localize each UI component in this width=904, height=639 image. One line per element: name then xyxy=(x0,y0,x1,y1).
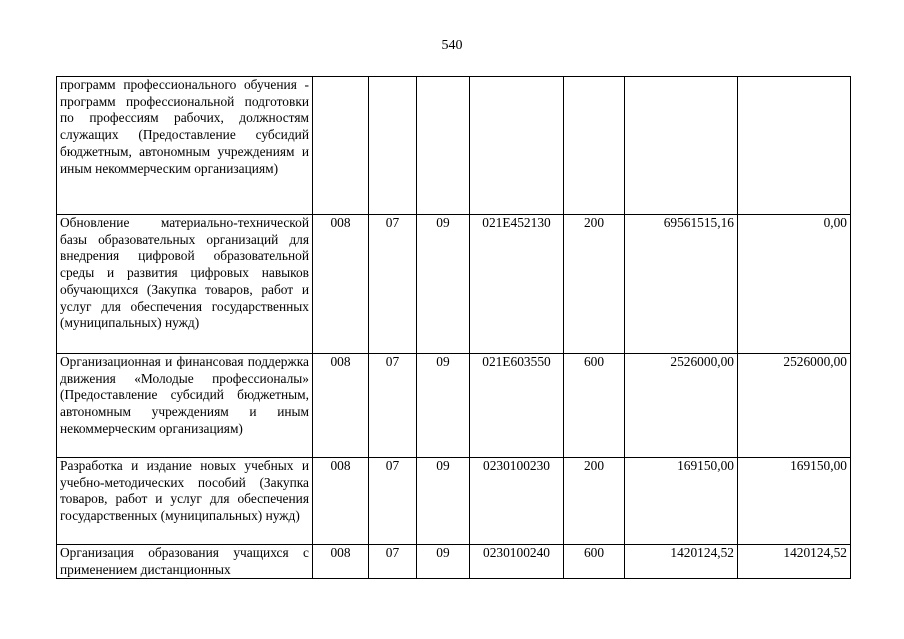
row-expense-type: 600 xyxy=(564,545,625,579)
row-amount-2: 2526000,00 xyxy=(738,354,851,458)
row-description: программ профессионального обучения - программ профессиональной подготовки по профессиям рабочих, должностям служащих (Предоставление субсидий бюджетным, автономным учреждениям и иным некоммерческим организациям) xyxy=(57,77,313,215)
row-description: Обновление материально-технической базы образовательных организаций для внедрения цифровой образовательной среды и развития цифровых навыков обучающихся (Закупка товаров, работ и услуг для обеспечения государственных (муниципальных) нужд) xyxy=(57,215,313,354)
row-subsection-code xyxy=(417,77,470,215)
row-amount-1: 69561515,16 xyxy=(625,215,738,354)
row-section-code xyxy=(369,77,417,215)
page-number: 540 xyxy=(441,38,463,53)
row-amount-1: 2526000,00 xyxy=(625,354,738,458)
row-ministry-code: 008 xyxy=(313,545,369,579)
row-expense-type xyxy=(564,77,625,215)
row-ministry-code: 008 xyxy=(313,354,369,458)
row-description: Организационная и финансовая поддержка движения «Молодые профессионалы» (Предоставление субсидий бюджетным, автономным учреждениям и иным некоммерческим организациям) xyxy=(57,354,313,458)
row-ministry-code: 008 xyxy=(313,458,369,545)
table-row xyxy=(57,458,851,545)
row-subsection-code: 09 xyxy=(417,354,470,458)
row-section-code: 07 xyxy=(369,458,417,545)
row-description: Организация образования учащихся с применением дистанционных xyxy=(57,545,313,579)
row-target-article: 021E603550 xyxy=(470,354,564,458)
row-description: Разработка и издание новых учебных и учебно-методических пособий (Закупка товаров, работ и услуг для обеспечения государственных (муниципальных) нужд) xyxy=(57,458,313,545)
row-expense-type: 200 xyxy=(564,458,625,545)
row-amount-2 xyxy=(738,77,851,215)
row-section-code: 07 xyxy=(369,354,417,458)
table-row xyxy=(57,215,851,354)
row-subsection-code: 09 xyxy=(417,215,470,354)
row-amount-1: 169150,00 xyxy=(625,458,738,545)
row-expense-type: 200 xyxy=(564,215,625,354)
table-row xyxy=(57,545,851,579)
row-amount-2: 0,00 xyxy=(738,215,851,354)
row-target-article: 0230100240 xyxy=(470,545,564,579)
row-amount-1: 1420124,52 xyxy=(625,545,738,579)
row-ministry-code: 008 xyxy=(313,215,369,354)
row-expense-type: 600 xyxy=(564,354,625,458)
budget-table xyxy=(56,76,851,579)
row-target-article: 021E452130 xyxy=(470,215,564,354)
row-subsection-code: 09 xyxy=(417,545,470,579)
table-row xyxy=(57,77,851,215)
row-amount-2: 169150,00 xyxy=(738,458,851,545)
row-target-article xyxy=(470,77,564,215)
row-ministry-code xyxy=(313,77,369,215)
row-section-code: 07 xyxy=(369,215,417,354)
row-amount-2: 1420124,52 xyxy=(738,545,851,579)
row-section-code: 07 xyxy=(369,545,417,579)
row-target-article: 0230100230 xyxy=(470,458,564,545)
table-row xyxy=(57,354,851,458)
row-amount-1 xyxy=(625,77,738,215)
row-subsection-code: 09 xyxy=(417,458,470,545)
